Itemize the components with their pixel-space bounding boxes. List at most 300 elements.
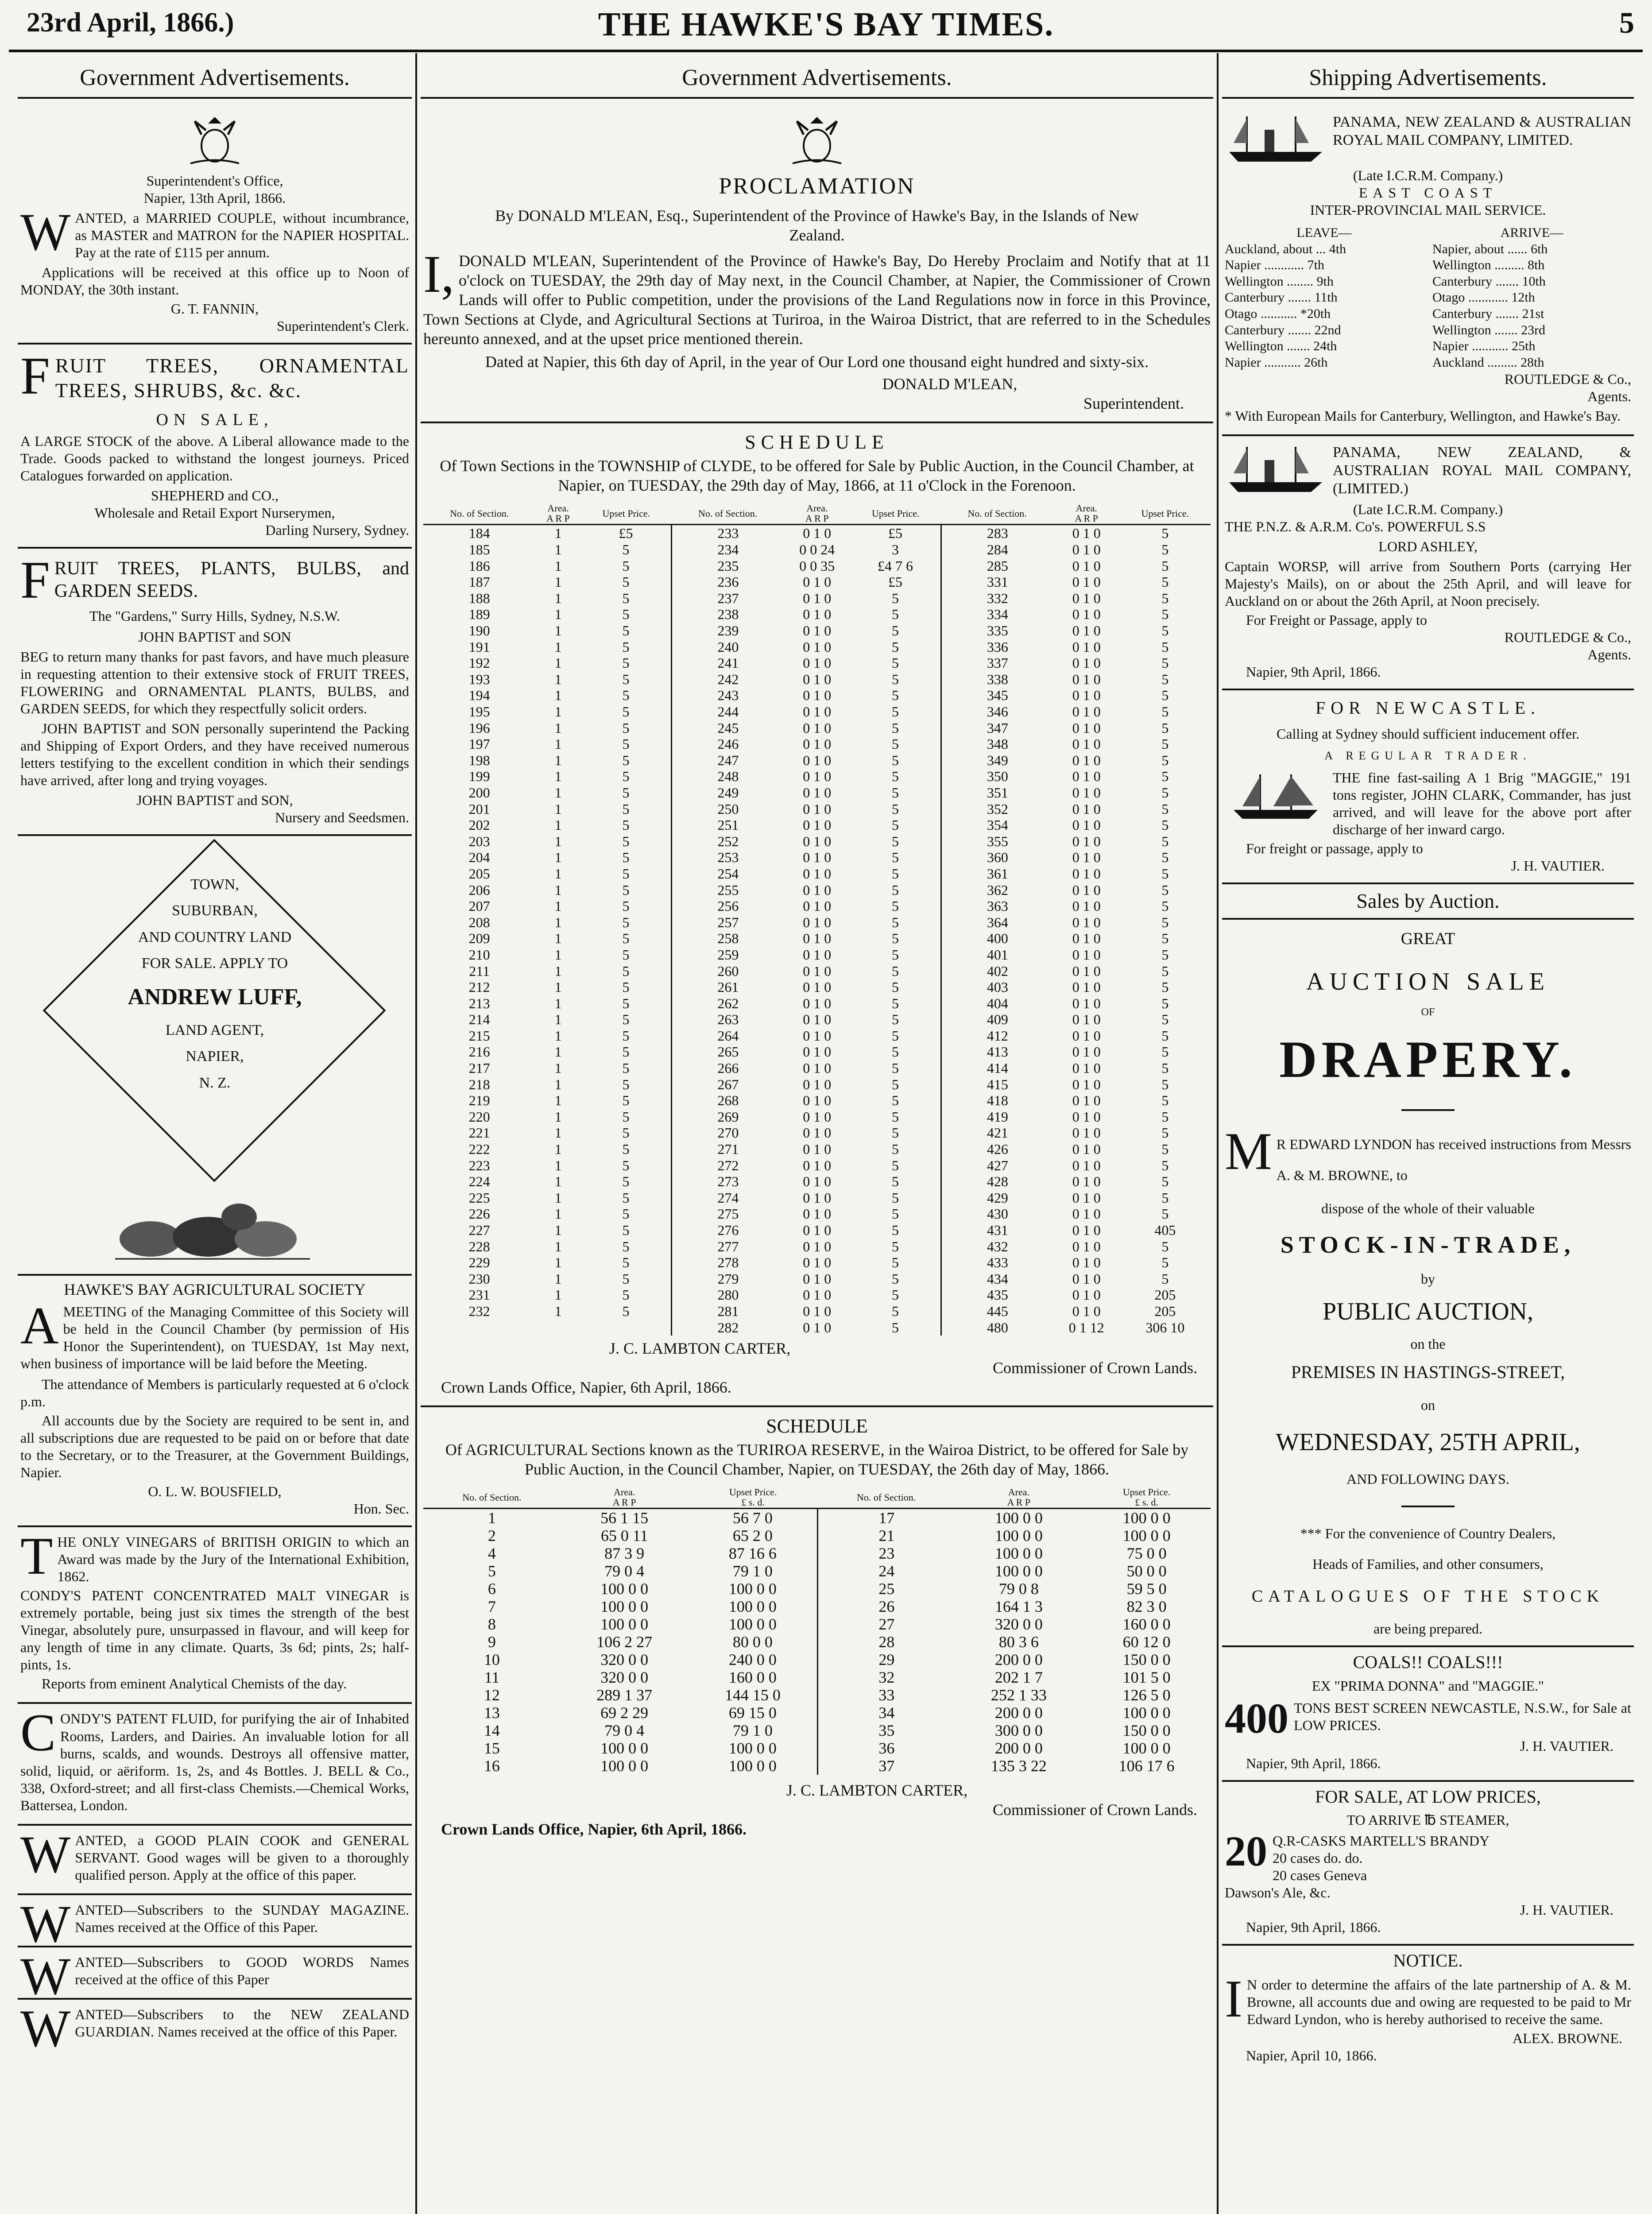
- table-cell: 1: [554, 1222, 562, 1238]
- table-cell: 5: [892, 1238, 899, 1254]
- agents-label: Agents.: [1587, 388, 1631, 405]
- table-row: [423, 785, 1211, 801]
- column-heading: Shipping Advertisements.: [1222, 62, 1634, 99]
- table-cell: 5: [1161, 914, 1169, 930]
- firm-name: SHEPHERD and CO.,: [151, 487, 279, 503]
- table-cell: 0 1 0: [1072, 1303, 1101, 1319]
- table-cell: 0 1 0: [1072, 1108, 1101, 1125]
- ad-heading: HAWKE'S BAY AGRICULTURAL SOCIETY: [64, 1280, 366, 1298]
- table-cell: 346: [941, 704, 1053, 720]
- table-cell: 227: [468, 1222, 490, 1238]
- table-cell: 188: [468, 590, 490, 606]
- table-cell: 0 1 0: [1072, 1287, 1101, 1303]
- table-cell: 271: [672, 1141, 784, 1157]
- table-cell: 100 0 0: [600, 1580, 649, 1598]
- price-label: Upset Price.: [729, 1486, 777, 1498]
- table-cell: 244: [672, 704, 784, 720]
- table-cell: 5: [892, 1287, 899, 1303]
- table-cell: £5: [888, 574, 903, 590]
- table-cell: 0 1 0: [803, 979, 832, 995]
- table-cell: 419: [941, 1109, 1053, 1125]
- column-heading: Government Advertisements.: [18, 62, 412, 99]
- proclamation: [421, 106, 1213, 423]
- table-row: [423, 1598, 1211, 1615]
- col-no: No. of Section.: [672, 503, 784, 525]
- land-line: N. Z.: [199, 1074, 231, 1091]
- table-cell: 5: [892, 995, 899, 1011]
- table-row: [423, 590, 1211, 607]
- table-row: [423, 1092, 1211, 1109]
- table-cell: 0 1 0: [803, 849, 832, 866]
- table-cell: 150 0 0: [1122, 1651, 1171, 1669]
- ad-body-2: JOHN BAPTIST and SON personally superintend the Packing and Shipping of Export Orders, and they have received numerous letters testifying to the excellent condition in which their sendings have arrived, after long and trying voyages.: [20, 720, 409, 788]
- table-cell: 0 1 0: [1072, 833, 1101, 849]
- table-cell: 5: [892, 1125, 899, 1141]
- table-cell: 1: [554, 817, 562, 833]
- col-area: [955, 1486, 1083, 1509]
- table-cell: 5: [1161, 882, 1169, 898]
- table-cell: 5: [622, 639, 630, 655]
- table-row: [423, 1109, 1211, 1125]
- table-row: [423, 1190, 1211, 1206]
- table-cell: 100 0 0: [1122, 1739, 1171, 1757]
- table-cell: 0 1 0: [803, 865, 832, 882]
- table-cell: 0 1 0: [803, 801, 832, 817]
- catalogues: CATALOGUES OF THE STOCK: [1251, 1587, 1605, 1606]
- table-cell: 5: [622, 704, 630, 720]
- table-cell: 5: [892, 1157, 899, 1173]
- table-cell: 56 7 0: [732, 1509, 773, 1527]
- table-cell: 5: [892, 752, 899, 768]
- table-cell: 5: [1161, 542, 1169, 558]
- timetable-row: Auckland ......... 28th: [1432, 355, 1544, 370]
- lord-ashley-ad: [1222, 436, 1634, 691]
- table-cell: 200: [468, 784, 490, 801]
- table-cell: 1: [554, 1287, 562, 1303]
- table-cell: 0 1 0: [803, 817, 832, 833]
- table-cell: 1: [554, 849, 562, 866]
- table-cell: 5: [622, 1222, 630, 1238]
- table-cell: 5: [1161, 817, 1169, 833]
- table-cell: 5: [1161, 704, 1169, 720]
- land-line: AND COUNTRY LAND: [138, 929, 292, 945]
- table-cell: 0 1 0: [803, 1044, 832, 1060]
- table-cell: 5: [1161, 1011, 1169, 1028]
- public-auction: PUBLIC AUCTION,: [1322, 1297, 1534, 1325]
- table-cell: 0 1 0: [803, 687, 832, 704]
- table-cell: 213: [468, 995, 490, 1011]
- table-cell: 100 0 0: [1122, 1527, 1171, 1545]
- table-cell: 1: [554, 1011, 562, 1028]
- table-cell: 0 1 0: [803, 1222, 832, 1238]
- ad-body-2: CONDY'S PATENT CONCENTRATED MALT VINEGAR is extremely portable, being just six times the strength of the best Vinegar, absolutely pure, unsurpassed in flavour, and will keep for any length of time in any climate. Quarts, 3s 6d; pints, 2s; half-pints, 1s.: [20, 1587, 409, 1673]
- table-cell: 0 1 0: [803, 768, 832, 785]
- table-cell: 5: [1161, 671, 1169, 687]
- table-cell: 5: [622, 914, 630, 930]
- col-price: Upset Price.: [1120, 503, 1211, 525]
- town-sections-schedule: [421, 423, 1213, 1407]
- table-cell: 0 1 0: [1072, 963, 1101, 979]
- table-cell: 241: [672, 655, 784, 671]
- table-cell: 1: [554, 574, 562, 590]
- agent-name: J. H. VAUTIER.: [1520, 1738, 1613, 1754]
- table-cell: 5: [622, 898, 630, 914]
- table-row: [423, 833, 1211, 849]
- table-cell: 217: [468, 1060, 490, 1076]
- table-cell: 101 5 0: [1122, 1668, 1171, 1687]
- table-cell: 100 0 0: [600, 1739, 649, 1757]
- table-cell: 281: [672, 1303, 784, 1320]
- center-column: [421, 62, 1213, 1847]
- table-cell: 246: [672, 736, 784, 752]
- table-cell: 207: [468, 898, 490, 914]
- table-cell: 5: [1161, 1141, 1169, 1157]
- table-cell: 194: [468, 687, 490, 704]
- table-cell: 5: [892, 1254, 899, 1271]
- schedule-desc: Of AGRICULTURAL Sections known as the TURIROA RESERVE, in the Wairoa District, to be offered for Sale by Public Auction, in the Council Chamber, Napier, on TUESDAY, the 26th day of May, 1866.: [445, 1441, 1189, 1479]
- table-cell: 257: [672, 914, 784, 930]
- table-cell: 87 3 9: [604, 1544, 645, 1563]
- agent-name: J. H. VAUTIER.: [1520, 1901, 1613, 1918]
- table-cell: 5: [622, 752, 630, 768]
- table-cell: 5: [1161, 849, 1169, 866]
- table-cell: 1: [554, 979, 562, 995]
- table-cell: 5: [892, 623, 899, 639]
- ad-body: THE ONLY VINEGARS of BRITISH ORIGIN to which an Award was made by the Jury of the International Exhibition, 1862.: [20, 1526, 409, 1586]
- table-cell: 5: [622, 542, 630, 558]
- agents-name: ROUTLEDGE & Co.,: [1504, 371, 1631, 387]
- ad-body: WANTED—Subscribers to GOOD WORDS Names received at the office of this Paper: [20, 1946, 409, 2005]
- table-cell: 0 1 12: [1068, 1319, 1104, 1335]
- table-cell: 0 1 0: [1072, 865, 1101, 882]
- table-cell: 5: [622, 671, 630, 687]
- table-cell: 100 0 0: [1122, 1704, 1171, 1722]
- table-cell: 209: [468, 930, 490, 947]
- ad-heading: NOTICE.: [1393, 1950, 1463, 1970]
- table-cell: 65 2 0: [732, 1527, 773, 1545]
- table-cell: 5: [1161, 752, 1169, 768]
- table-cell: 258: [672, 930, 784, 947]
- ad-heading: Sales by Auction.: [1356, 889, 1500, 912]
- table-cell: 5: [1161, 833, 1169, 849]
- table-cell: 5: [892, 865, 899, 882]
- table-cell: 5: [892, 1027, 899, 1044]
- table-cell: [535, 1319, 580, 1335]
- proclamation-body: I,DONALD M'LEAN, Superintendent of the Province of Hawke's Bay, Do Hereby Proclaim and Notify that at 11 o'clock on TUESDAY, the 29th day of May next, in the Council Chamber, at Napier, the Commissioner of Crown Lands will offer to Public competition, under the provisions of the Land Regulations now in force in this Province, Town Sections at Clyde, and Agricultural Sections at Turiroa, in the Wairoa District, that are referred to in the Schedules hereunto annexed, and at the upset price mentioned therein.: [423, 244, 1211, 348]
- table-cell: 5: [1161, 1060, 1169, 1076]
- table-row: [423, 1206, 1211, 1222]
- table-cell: 5: [1161, 1027, 1169, 1044]
- table-cell: 5: [622, 1044, 630, 1060]
- lsd-label: £ s. d.: [1135, 1497, 1158, 1508]
- table-cell: 1: [554, 704, 562, 720]
- table-cell: 0 1 0: [1072, 574, 1101, 590]
- table-cell: 5: [622, 1173, 630, 1190]
- table-cell: 350: [941, 768, 1053, 785]
- steamship-icon: [1225, 112, 1327, 165]
- table-cell: 5: [1161, 590, 1169, 606]
- table-cell: 280: [672, 1287, 784, 1303]
- table-cell: 5: [1161, 639, 1169, 655]
- table-cell: 5: [622, 574, 630, 590]
- table-cell: 196: [468, 720, 490, 736]
- table-cell: 5: [1161, 1173, 1169, 1190]
- offer-line: 20 cases do. do.: [1273, 1850, 1363, 1866]
- table-cell: 236: [672, 574, 784, 590]
- leave-label: LEAVE—: [1296, 225, 1352, 240]
- table-cell: 1: [554, 590, 562, 606]
- signer-title: Nursery and Seedsmen.: [275, 809, 409, 825]
- table-cell: 1: [554, 1060, 562, 1076]
- table-cell: 0 1 0: [1072, 784, 1101, 801]
- column-divider-2: [1217, 53, 1219, 2214]
- table-row: [423, 606, 1211, 623]
- table-row: [423, 704, 1211, 720]
- livestock-illustration: [18, 1190, 412, 1270]
- table-cell: 261: [672, 979, 784, 995]
- ad-body: WANTED—Subscribers to the SUNDAY MAGAZINE. Names received at the Office of this Paper.: [20, 1894, 409, 1953]
- table-cell: 268: [672, 1092, 784, 1109]
- good-words-ad: [18, 1946, 412, 2005]
- table-cell: 1: [554, 1092, 562, 1109]
- table-cell: 480: [941, 1319, 1053, 1335]
- table-cell: 202 1 7: [994, 1668, 1043, 1687]
- col-price: [689, 1486, 818, 1509]
- table-cell: 239: [672, 623, 784, 639]
- late-company: (Late I.C.R.M. Company.): [1353, 501, 1503, 517]
- table-row: [423, 1270, 1211, 1287]
- table-cell: 5: [1161, 655, 1169, 671]
- table-cell: 5: [892, 606, 899, 623]
- table-cell: 0 1 0: [803, 784, 832, 801]
- ad-body-3: All accounts due by the Society are required to be sent in, and all subscriptions due are requested to be paid on or before that date to the Secretary, or to the Treasurer, at the Government Buildings, Napier.: [20, 1413, 409, 1481]
- table-cell: 0 1 0: [1072, 1044, 1101, 1060]
- table-cell: 5: [1161, 623, 1169, 639]
- table-cell: 335: [941, 623, 1053, 639]
- table-cell: 5: [622, 1076, 630, 1092]
- table-cell: 1: [554, 1157, 562, 1173]
- ad-body: IN order to determine the affairs of the late partnership of A. & M. Browne, all accounts due and owing are requested to be paid to Mr Edward Lyndon, who is hereby authorised to receive the same.: [1225, 1969, 1631, 2028]
- wanted-cook-ad: [18, 1826, 412, 1895]
- leave-column: [1225, 225, 1424, 371]
- condys-fluid-ad: [18, 1704, 412, 1825]
- coals-ad: [1222, 1647, 1634, 1782]
- table-cell: 0 1 0: [803, 882, 832, 898]
- table-cell: 355: [941, 833, 1053, 849]
- table-cell: 184: [468, 525, 490, 542]
- table-row: [423, 1633, 1211, 1651]
- land-line: NAPIER,: [186, 1048, 244, 1065]
- table-cell: 56 1 15: [600, 1509, 649, 1527]
- table-cell: 205: [1154, 1303, 1176, 1319]
- table-cell: 5: [622, 1027, 630, 1044]
- table-cell: 0 1 0: [1072, 542, 1101, 558]
- table-cell: 0 1 0: [803, 1319, 832, 1335]
- newspaper-title: THE HAWKE'S BAY TIMES.: [598, 6, 1054, 43]
- area-label: Area.: [806, 502, 828, 514]
- table-cell: 0 1 0: [1072, 704, 1101, 720]
- table-cell: 5: [892, 946, 899, 963]
- table-row: [423, 1527, 1211, 1544]
- table-cell: 185: [468, 542, 490, 558]
- late-company: (Late I.C.R.M. Company.): [1353, 167, 1503, 183]
- table-cell: 266: [672, 1060, 784, 1076]
- table-row: [423, 1651, 1211, 1668]
- table-cell: 1: [487, 1509, 496, 1527]
- table-cell: 219: [468, 1092, 490, 1109]
- ad-body: Captain WORSP, will arrive from Southern Ports (carrying Her Majesty's Mails), on or about the 25th April, and will leave for Auckland on or about the 26th April, at Noon precisely.: [1225, 558, 1631, 609]
- table-cell: 24: [818, 1562, 955, 1580]
- ad-body-2: Applications will be received at this office up to Noon of MONDAY, the 30th instant.: [20, 264, 409, 298]
- table-cell: 5: [1161, 995, 1169, 1011]
- timetable-row: Wellington ....... 23rd: [1432, 322, 1546, 337]
- table-cell: 0 1 0: [803, 833, 832, 849]
- table-cell: 5: [1161, 525, 1169, 542]
- table-cell: 0 1 0: [803, 655, 832, 671]
- table-cell: 0 1 0: [1072, 687, 1101, 704]
- table-cell: 0 1 0: [803, 1238, 832, 1254]
- price-label: Upset Price.: [1122, 1486, 1171, 1498]
- table-cell: 434: [941, 1270, 1053, 1287]
- table-cell: 186: [468, 557, 490, 574]
- agents-name: ROUTLEDGE & Co.,: [1504, 629, 1631, 646]
- table-cell: 106 17 6: [1118, 1757, 1175, 1775]
- signer-title: Hon. Sec.: [353, 1501, 409, 1517]
- royal-crest-icon: [182, 115, 248, 168]
- table-cell: 69 2 29: [600, 1704, 649, 1722]
- table-cell: 5: [622, 606, 630, 623]
- table-cell: 5: [1161, 1206, 1169, 1222]
- table-cell: 0 1 0: [803, 995, 832, 1011]
- table-cell: 100 0 0: [728, 1615, 777, 1633]
- office-line: Crown Lands Office, Napier, 6th April, 1866.: [441, 1378, 731, 1396]
- table-cell: 33: [818, 1686, 955, 1704]
- table-cell: 69 15 0: [728, 1704, 777, 1722]
- table-cell: 189: [468, 606, 490, 623]
- table-cell: 100 0 0: [728, 1598, 777, 1616]
- table-cell: 27: [818, 1615, 955, 1633]
- table-cell: 1: [554, 1141, 562, 1157]
- table-cell: 0 1 0: [1072, 1222, 1101, 1238]
- table-cell: 269: [672, 1109, 784, 1125]
- table-cell: 5: [892, 914, 899, 930]
- table-cell: 5: [892, 736, 899, 752]
- table-cell: 5: [892, 1270, 899, 1287]
- table-cell: 5: [1161, 946, 1169, 963]
- royal-crest-icon: [784, 115, 850, 168]
- table-cell: 0 1 0: [1072, 606, 1101, 623]
- timetable-row: Canterbury ....... 22nd: [1225, 322, 1341, 337]
- table-cell: 259: [672, 947, 784, 963]
- table-cell: 5: [622, 1287, 630, 1303]
- table-cell: 5: [892, 655, 899, 671]
- table-cell: 5: [1161, 1044, 1169, 1060]
- convenience-line: Heads of Families, and other consumers,: [1312, 1556, 1544, 1572]
- table-cell: 0 1 0: [1072, 930, 1101, 947]
- table-cell: 256: [672, 898, 784, 914]
- table-cell: 80 0 0: [732, 1633, 773, 1651]
- table-row: [423, 898, 1211, 914]
- table-cell: 272: [672, 1157, 784, 1173]
- timetable-row: Canterbury ....... 10th: [1432, 274, 1546, 289]
- table-cell: 0 1 0: [803, 736, 832, 752]
- table-cell: 100 0 0: [728, 1739, 777, 1757]
- table-cell: 243: [672, 687, 784, 704]
- table-cell: 0 1 0: [803, 639, 832, 655]
- table-cell: 1: [554, 1076, 562, 1092]
- table-cell: 348: [941, 736, 1053, 752]
- table-header: [423, 503, 1211, 525]
- table-cell: 5: [892, 1173, 899, 1190]
- table-cell: 352: [941, 801, 1053, 817]
- table-cell: 9: [487, 1633, 496, 1651]
- firm-desc: Wholesale and Retail Export Nurserymen,: [94, 504, 335, 521]
- table-cell: 5: [892, 1206, 899, 1222]
- table-cell: 284: [941, 542, 1053, 558]
- table-row: [423, 752, 1211, 768]
- table-row: [423, 1238, 1211, 1254]
- table-cell: 277: [672, 1238, 784, 1254]
- table-cell: 5: [892, 849, 899, 866]
- table-cell: 1: [554, 898, 562, 914]
- table-cell: 432: [941, 1238, 1053, 1254]
- table-cell: 5: [622, 995, 630, 1011]
- table-cell: 276: [672, 1222, 784, 1239]
- table-cell: 254: [672, 866, 784, 882]
- proclamation-title: PROCLAMATION: [719, 174, 915, 199]
- table-cell: 231: [468, 1287, 490, 1303]
- table-cell: 0 1 0: [1072, 946, 1101, 963]
- table-cell: 5: [622, 1157, 630, 1173]
- table-cell: 263: [672, 1011, 784, 1028]
- table-cell: 1: [554, 1173, 562, 1190]
- ad-heading: FRUIT TREES, ORNAMENTAL TREES, SHRUBS, &c. &c.: [20, 346, 409, 406]
- signer: ALEX. BROWNE.: [1513, 2030, 1622, 2046]
- ad-body-2: The attendance of Members is particularly requested at 6 o'clock p.m.: [20, 1376, 409, 1409]
- table-cell: 1: [554, 1125, 562, 1141]
- table-cell: 252 1 33: [990, 1686, 1047, 1704]
- table-cell: 262: [672, 995, 784, 1011]
- table-cell: 248: [672, 768, 784, 785]
- table-cell: 5: [622, 768, 630, 785]
- table-row: [423, 1303, 1211, 1320]
- arp-label: A R P: [1007, 1497, 1031, 1508]
- col-no: No. of Section.: [423, 503, 535, 525]
- table-cell: 37: [818, 1757, 955, 1775]
- table-cell: 144 15 0: [724, 1686, 781, 1704]
- table-cell: 16: [484, 1757, 500, 1775]
- table-cell: 135 3 22: [990, 1757, 1047, 1775]
- table-cell: 197: [468, 736, 490, 752]
- table-cell: 0 1 0: [1072, 671, 1101, 687]
- table-cell: 5: [1161, 1270, 1169, 1287]
- table-cell: 200 0 0: [994, 1704, 1043, 1722]
- table-cell: 7: [487, 1598, 496, 1616]
- table-cell: 0 1 0: [803, 1108, 832, 1125]
- table-cell: 5: [1161, 557, 1169, 574]
- table-cell: [423, 1319, 535, 1335]
- table-cell: 5: [622, 833, 630, 849]
- table-cell: 1: [554, 736, 562, 752]
- table-cell: 5: [1161, 784, 1169, 801]
- table-cell: 190: [468, 623, 490, 639]
- land-diamond-frame: [18, 836, 412, 1190]
- stock-in-trade: STOCK-IN-TRADE,: [1280, 1231, 1576, 1258]
- table-row: [423, 1509, 1211, 1527]
- agricultural-society-ad: [18, 1276, 412, 1527]
- table-cell: 351: [941, 785, 1053, 801]
- ad-body: TONS BEST SCREEN NEWCASTLE, N.S.W., for Sale at LOW PRICES.: [1294, 1699, 1631, 1733]
